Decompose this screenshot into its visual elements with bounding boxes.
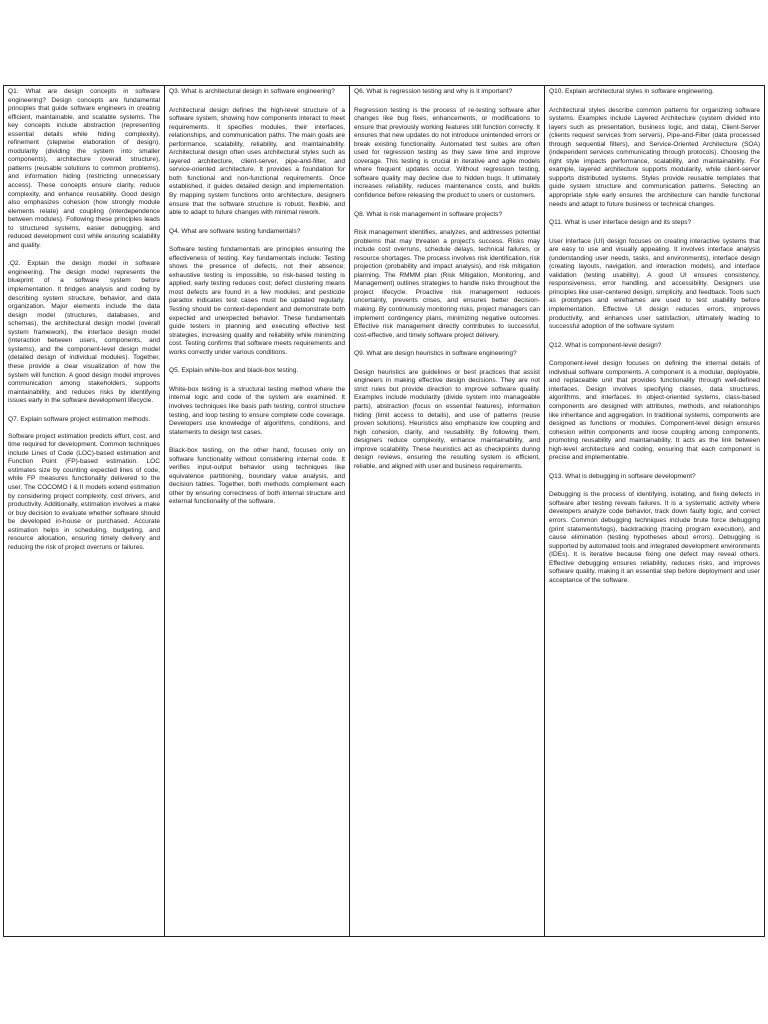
answer-q11: User Interface (UI) design focuses on creating interactive systems that are easy to use and visually appealing. It involves interface analysis (understanding user needs, tasks, and environments), interface design (creating layouts, navigation, and interaction models), and interface validation (testing usability). A good UI ensures consistency, responsiveness, error handling, and accessibility. Designers use principles like user-centered design, simplicity, and feedback. Tools such as prototypes and wireframes are used to test usability before implementation. Effective UI design reduces errors, improves productivity, and enhances user satisfaction, ultimately leading to successful adoption of the software system (549, 237, 760, 331)
answer-q4: Software testing fundamentals are principles ensuring the effectiveness of testing. Key fundamentals include: Testing shows the presence of defects, not their absence; exhaustive testing is impossible, so risk-based testing is applied; early testing reduces cost; defect clustering means most defects are found in a few modules; and pesticide paradox indicates test cases must be updated regularly. Testing should be context-dependent and demonstrate both expected and unexpected behavior. These fundamentals guide testers in planning and executing effective test strategies, increasing quality and reliability while minimizing cost. Testing confirms that software meets requirements and works correctly under various conditions. (169, 246, 345, 356)
question-q13: Q13. What is debugging in software development? (549, 472, 696, 480)
answer-q12: Component-level design focuses on defining the internal details of individual software components. A component is a modular, deployable, and replaceable unit that provides functionality through well-defined interfaces. Design involves specifying classes, data structures, algorithms, and interfaces. In object-oriented systems, class-based components are designed with attributes, methods, and relationships like inheritance and aggregation. In traditional systems, components are designed as functions or modules. Component-level design ensures cohesion within components and loose coupling among components, promoting reusability and maintainability. It acts as the link between high-level architecture and coding, ensuring that each component is precise and implementable. (549, 360, 760, 462)
question-q9: Q9. What are design heuristics in software engineering? (354, 350, 517, 358)
answer-q5-blackbox: Black-box testing, on the other hand, focuses only on software functionality without considering internal code. It verifies input-output behavior using techniques like equivalence partitioning, boundary value analysis, and decision tables. Together, both methods complement each other by ensuring correctness of both internal structure and external functionality of the software. (169, 447, 345, 506)
answer-q6: Regression testing is the process of re-testing software after changes like bug fixes, enhancements, or modifications to ensure that previously working features still function correctly. It ensures that new updates do not introduce unintended errors or break existing functionality. Automated test suites are often used for regression testing as they save time and improve coverage. This testing is crucial in iterative and agile models where frequent updates occur. Without regression testing, software quality may decline due to hidden bugs. It ultimately increases reliability, reduces maintenance costs, and builds confidence before releasing the product to users or customers. (354, 106, 540, 200)
answer-q1: Q1. What are design concepts in software engineering? Design concepts are fundamental principles that guide software engineers in creating efficient, maintainable, and scalable systems. The key concepts include abstraction (representing essential details while hiding complexity), refinement (stepwise elaboration of design), modularity (dividing the system into smaller components), architecture (overall structure), patterns (reusable solutions to common problems), and information hiding (restricting unnecessary access). These concepts ensure clarity, reduce complexity, and enhance reusability. Good design also emphasizes cohesion (how strongly module elements relate) and coupling (interdependence between modules). Following these principles leads to structured systems, easier debugging, and reduced development cost while ensuring scalability and quality. (8, 88, 160, 249)
answer-q7: Software project estimation predicts effort, cost, and time required for development. Common techniques include Lines of Code (LOC)-based estimation and Function Point (FP)-based estimation. LOC estimates size by counting expected lines of code, while FP measures functionality delivered to the user. The COCOMO I & II models extend estimation by considering project complexity, cost drivers, and productivity. Additionally, estimation involves a make or buy decision to evaluate whether software should be developed in-house or purchased. Accurate estimation helps in scheduling, budgeting, and resource allocation, ensuring timely delivery and reducing the risk of project overruns or failures. (8, 432, 160, 551)
column-4 (545, 86, 764, 936)
qa-table (3, 85, 765, 937)
answer-q13: Debugging is the process of identifying, isolating, and fixing defects in software after testing reveals failures. It is a systematic activity where developers analyze code behavior, track down faulty logic, and correct errors. Common debugging techniques include brute force debugging (print statements/logs), backtracking (tracing program execution), and cause elimination (testing hypotheses about errors). Debugging is supported by automated tools and integrated development environments (IDEs). It is iterative because fixing one defect may reveal others. Effective debugging ensures reliability, reduces risks, and improves software quality, making it an essential step before deployment and user acceptance of the software. (549, 491, 760, 584)
answer-q5-whitebox: White-box testing is a structural testing method where the internal logic and code of the system are examined. It involves techniques like basis path testing, control structure testing, and loop testing to ensure complete code coverage. Developers use knowledge of algorithms, conditions, and statements to design test cases. (169, 385, 345, 436)
column-3 (350, 86, 545, 936)
answer-q10: Architectural styles describe common patterns for organizing software systems. Examples include Layered Architecture (system divided into layers such as presentation, business logic, and data), Client-Server (clients request services from servers), Pipe-and-Filter (data processed through sequential filters), and Service-Oriented Architecture (SOA) (independent services communicating through protocols). Choosing the right style impacts performance, scalability, and maintainability. For example, layered architecture supports modularity, while client-server supports distributed systems. Styles provide reusable templates that guide system structure and communication patterns. Selecting an appropriate style early ensures the architecture can handle functional needs and adapt to future business or technical changes. (549, 106, 760, 208)
question-q11: Q11. What is user interface design and its steps? (549, 219, 692, 227)
question-q5: Q5. Explain white-box and black-box testing. (169, 367, 299, 375)
question-q7: Q7. Explain software project estimation methods. (8, 415, 151, 423)
answer-q3: Architectural design defines the high-level structure of a software system, showing how components interact to meet requirements. It specifies modules, their interfaces, relationships, and communication paths. The main goals are performance, scalability, reliability, and maintainability. Architectural design often uses architectural styles such as layered architecture, client-server, pipe-and-filter, and service-oriented architecture. It provides a foundation for both functional and non-functional requirements. Once established, it guides detailed design and implementation. By mapping system functions onto architecture, designers ensure that the software structure is robust, flexible, and able to adapt to future changes with minimal rework. (169, 106, 345, 217)
question-q8: Q8. What is risk management in software projects? (354, 210, 503, 218)
question-q3: Q3. What is architectural design in software engineering? (169, 88, 335, 95)
question-q10: Q10. Explain architectural styles in software engineering. (549, 88, 714, 95)
column-1 (4, 86, 165, 936)
answer-q2: .Q2. Explain the design model in software engineering. The design model represents the blueprint of a software system before implementation. It bridges analysis and coding by describing system structure, behavior, and data organization. Major elements include the data design model (structures, databases, and schemas), the architectural design model (overall system framework), the interface design model (interaction between users, components, and systems), and the component-level design model (detailed design of individual modules). Together, these provide a clear visualization of how the system will function. A good design model improves communication among stakeholders, supports maintainability, and reduces risks by identifying issues early in the software development lifecycle. (8, 260, 160, 405)
answer-q8: Risk management identifies, analyzes, and addresses potential problems that may threaten a project's success. Risks may include cost overruns, schedule delays, technical failures, or resource shortages. The process involves risk identification, risk projection (probability and impact analysis), and risk mitigation planning. The RMMM plan (Risk Mitigation, Monitoring, and Management) outlines strategies to handle risks throughout the project lifecycle. Proactive risk management reduces uncertainty, prevents crises, and ensures better decision-making. By continuously monitoring risks, project managers can implement contingency plans, minimizing negative outcomes. Effective risk management directly contributes to successful, cost-effective, and timely software project delivery. (354, 229, 540, 339)
question-q6: Q6. What is regression testing and why is it important? (354, 88, 513, 95)
question-q4: Q4. What are software testing fundamentals? (169, 227, 301, 235)
question-q12: Q12. What is component-level design? (549, 341, 662, 349)
column-2 (165, 86, 350, 936)
answer-q9: Design heuristics are guidelines or best practices that assist engineers in making effective design decisions. They are not strict rules but provide direction to improve software quality. Examples include modularity (divide system into manageable parts), abstraction (focus on essential features), information hiding (limit access to details), and use of patterns (reuse proven solutions). Heuristics also emphasize low coupling and high cohesion, clarity, and reusability. By following them, designers reduce complexity, enhance maintainability, and improve scalability. These heuristics act as checkpoints during design reviews, ensuring the resulting system is efficient, reliable, and aligned with user and business requirements. (354, 368, 540, 470)
